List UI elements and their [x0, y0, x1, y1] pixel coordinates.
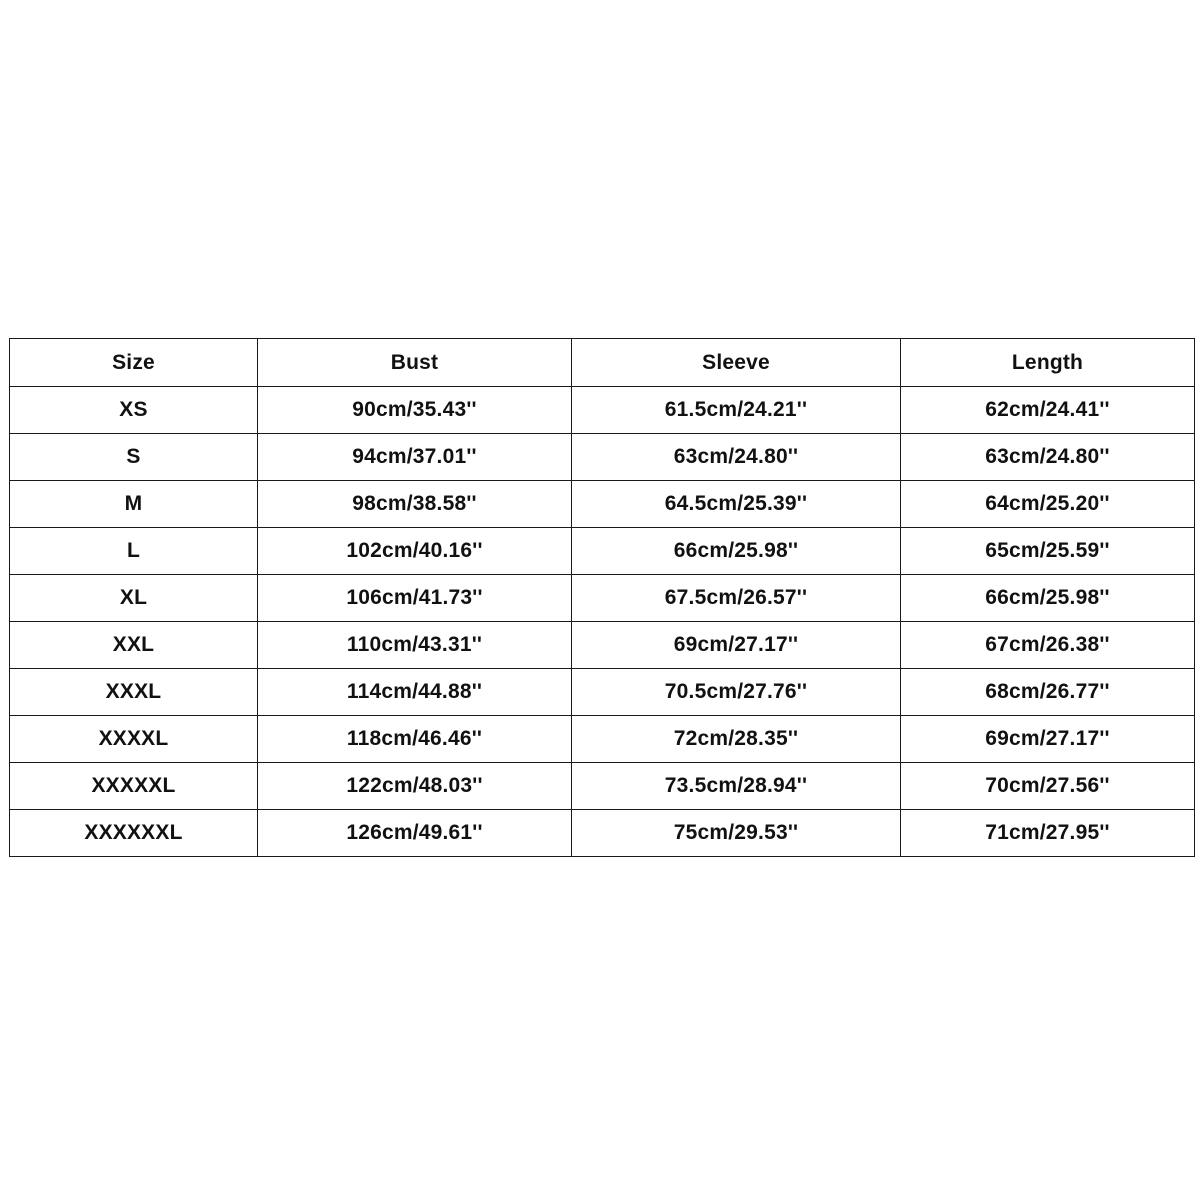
- table-row: [10, 481, 1195, 528]
- cell-bust: 90cm/35.43'': [258, 387, 572, 434]
- cell-size: XXXL: [10, 669, 258, 716]
- cell-bust: 110cm/43.31'': [258, 622, 572, 669]
- table-row: [10, 575, 1195, 622]
- cell-sleeve: 67.5cm/26.57'': [572, 575, 901, 622]
- cell-size: L: [10, 528, 258, 575]
- cell-size: XS: [10, 387, 258, 434]
- cell-bust: 102cm/40.16'': [258, 528, 572, 575]
- cell-bust: 126cm/49.61'': [258, 810, 572, 857]
- cell-bust: 118cm/46.46'': [258, 716, 572, 763]
- header-bust: Bust: [258, 339, 572, 387]
- table-row: [10, 387, 1195, 434]
- cell-length: 69cm/27.17'': [901, 716, 1195, 763]
- cell-sleeve: 75cm/29.53'': [572, 810, 901, 857]
- header-row: [10, 339, 1195, 387]
- cell-size: M: [10, 481, 258, 528]
- table-row: [10, 810, 1195, 857]
- table-row: [10, 669, 1195, 716]
- cell-size: XXXXXL: [10, 763, 258, 810]
- cell-bust: 94cm/37.01'': [258, 434, 572, 481]
- cell-sleeve: 69cm/27.17'': [572, 622, 901, 669]
- cell-length: 71cm/27.95'': [901, 810, 1195, 857]
- table-row: [10, 434, 1195, 481]
- cell-bust: 122cm/48.03'': [258, 763, 572, 810]
- cell-length: 67cm/26.38'': [901, 622, 1195, 669]
- cell-sleeve: 66cm/25.98'': [572, 528, 901, 575]
- cell-sleeve: 64.5cm/25.39'': [572, 481, 901, 528]
- cell-length: 63cm/24.80'': [901, 434, 1195, 481]
- cell-length: 66cm/25.98'': [901, 575, 1195, 622]
- cell-sleeve: 70.5cm/27.76'': [572, 669, 901, 716]
- cell-bust: 106cm/41.73'': [258, 575, 572, 622]
- table-row: [10, 622, 1195, 669]
- cell-size: XXL: [10, 622, 258, 669]
- table-body: [10, 387, 1195, 857]
- cell-size: XXXXXXL: [10, 810, 258, 857]
- header-sleeve: Sleeve: [572, 339, 901, 387]
- cell-length: 70cm/27.56'': [901, 763, 1195, 810]
- cell-bust: 114cm/44.88'': [258, 669, 572, 716]
- header-length: Length: [901, 339, 1195, 387]
- cell-sleeve: 73.5cm/28.94'': [572, 763, 901, 810]
- cell-size: S: [10, 434, 258, 481]
- cell-length: 64cm/25.20'': [901, 481, 1195, 528]
- cell-length: 65cm/25.59'': [901, 528, 1195, 575]
- table-row: [10, 528, 1195, 575]
- cell-length: 62cm/24.41'': [901, 387, 1195, 434]
- cell-bust: 98cm/38.58'': [258, 481, 572, 528]
- cell-sleeve: 72cm/28.35'': [572, 716, 901, 763]
- table-row: [10, 763, 1195, 810]
- cell-size: XXXXL: [10, 716, 258, 763]
- table-header: [10, 339, 1195, 387]
- cell-sleeve: 63cm/24.80'': [572, 434, 901, 481]
- cell-length: 68cm/26.77'': [901, 669, 1195, 716]
- cell-sleeve: 61.5cm/24.21'': [572, 387, 901, 434]
- header-size: Size: [10, 339, 258, 387]
- size-chart-table: [9, 338, 1195, 857]
- cell-size: XL: [10, 575, 258, 622]
- table-row: [10, 716, 1195, 763]
